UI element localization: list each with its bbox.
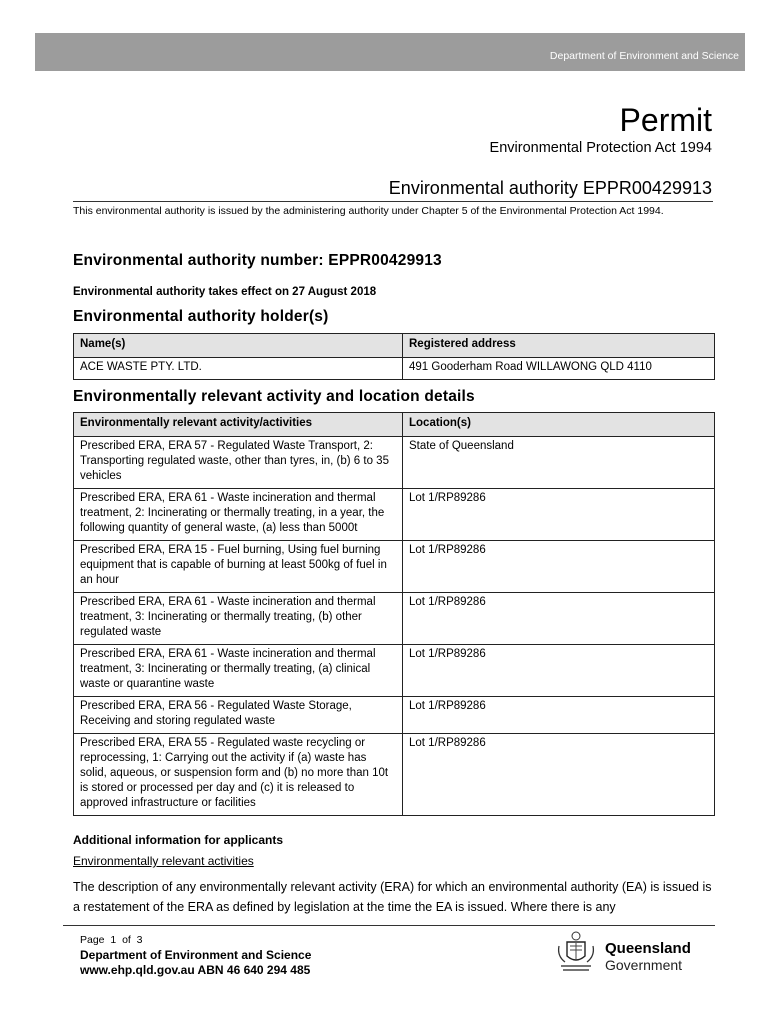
activity-cell: Prescribed ERA, ERA 15 - Fuel burning, Using fuel burning equipment that is capable of burning at least 500kg of fuel in an hour (74, 541, 403, 593)
holders-col-address: Registered address (403, 334, 715, 358)
table-row (74, 541, 715, 593)
queensland-crest-icon (555, 930, 597, 976)
location-cell: Lot 1/RP89286 (403, 697, 715, 734)
activities-heading: Environmentally relevant activity and location details (73, 388, 475, 405)
document-type-title: Permit (619, 102, 712, 138)
location-cell: Lot 1/RP89286 (403, 541, 715, 593)
location-cell: Lot 1/RP89286 (403, 489, 715, 541)
page-of: of (122, 934, 131, 946)
logo-queensland: Queensland (605, 940, 691, 957)
holders-heading: Environmental authority holder(s) (73, 308, 329, 325)
activity-cell: Prescribed ERA, ERA 61 - Waste incineration and thermal treatment, 3: Incinerating or thermally treating, (a) clinical waste or quarantine waste (74, 645, 403, 697)
page-total: 3 (136, 934, 143, 946)
activity-cell: Prescribed ERA, ERA 55 - Regulated waste recycling or reprocessing, 1: Carrying out the activity if (a) waste has solid, aqueous, or suspension form and (b) no more than 10t is stored or processed per day and (c) it is released to approved infrastructure or facilities (74, 734, 403, 816)
page-label: Page (80, 934, 105, 946)
header-department: Department of Environment and Science (549, 50, 739, 62)
activity-cell: Prescribed ERA, ERA 61 - Waste incineration and thermal treatment, 2: Incinerating or thermally treating, in a year, the following quantity of general waste, (a) less than 5000t (74, 489, 403, 541)
footer-divider (63, 925, 715, 926)
title-divider (73, 201, 713, 202)
table-row (74, 358, 715, 380)
holder-address: 491 Gooderham Road WILLAWONG QLD 4110 (403, 358, 715, 380)
location-cell: Lot 1/RP89286 (403, 593, 715, 645)
location-cell: Lot 1/RP89286 (403, 645, 715, 697)
act-name: Environmental Protection Act 1994 (489, 140, 712, 156)
activity-cell: Prescribed ERA, ERA 61 - Waste incineration and thermal treatment, 3: Incinerating or thermally treating, (b) other regulated waste (74, 593, 403, 645)
location-cell: Lot 1/RP89286 (403, 734, 715, 816)
header-banner (35, 33, 745, 71)
table-row (74, 437, 715, 489)
logo-government: Government (605, 957, 683, 973)
holders-col-name: Name(s) (74, 334, 403, 358)
table-row (74, 697, 715, 734)
authority-number-heading: Environmental authority number: EPPR00429913 (73, 252, 442, 269)
page-indicator (80, 934, 143, 946)
additional-paragraph: The description of any environmentally relevant activity (ERA) for which an environmental authority (EA) is issued is a restatement of the ERA as defined by legislation at the time the EA is issued. Where there is any (73, 880, 712, 914)
era-link[interactable]: Environmentally relevant activities (73, 854, 254, 868)
effect-date: Environmental authority takes effect on 27 August 2018 (73, 286, 377, 298)
activity-cell: Prescribed ERA, ERA 56 - Regulated Waste Storage, Receiving and storing regulated waste (74, 697, 403, 734)
table-row (74, 734, 715, 816)
location-cell: State of Queensland (403, 437, 715, 489)
activities-col-activity: Environmentally relevant activity/activities (74, 413, 403, 437)
table-row (74, 489, 715, 541)
activities-col-location: Location(s) (403, 413, 715, 437)
activity-cell: Prescribed ERA, ERA 57 - Regulated Waste Transport, 2: Transporting regulated waste, other than tyres, in, (b) 6 to 35 vehicles (74, 437, 403, 489)
intro-text: This environmental authority is issued by the administering authority under Chapter 5 of the Environmental Protection Act 1994. (73, 205, 664, 217)
holders-table (73, 333, 715, 380)
footer-department: Department of Environment and Science (80, 948, 312, 962)
table-row (74, 645, 715, 697)
page-current: 1 (110, 934, 117, 946)
authority-title: Environmental authority EPPR00429913 (388, 178, 712, 198)
table-row (74, 593, 715, 645)
footer-website: www.ehp.qld.gov.au ABN 46 640 294 485 (80, 963, 311, 977)
activities-table (73, 412, 715, 816)
additional-info-heading: Additional information for applicants (73, 833, 283, 847)
holder-name: ACE WASTE PTY. LTD. (74, 358, 403, 380)
